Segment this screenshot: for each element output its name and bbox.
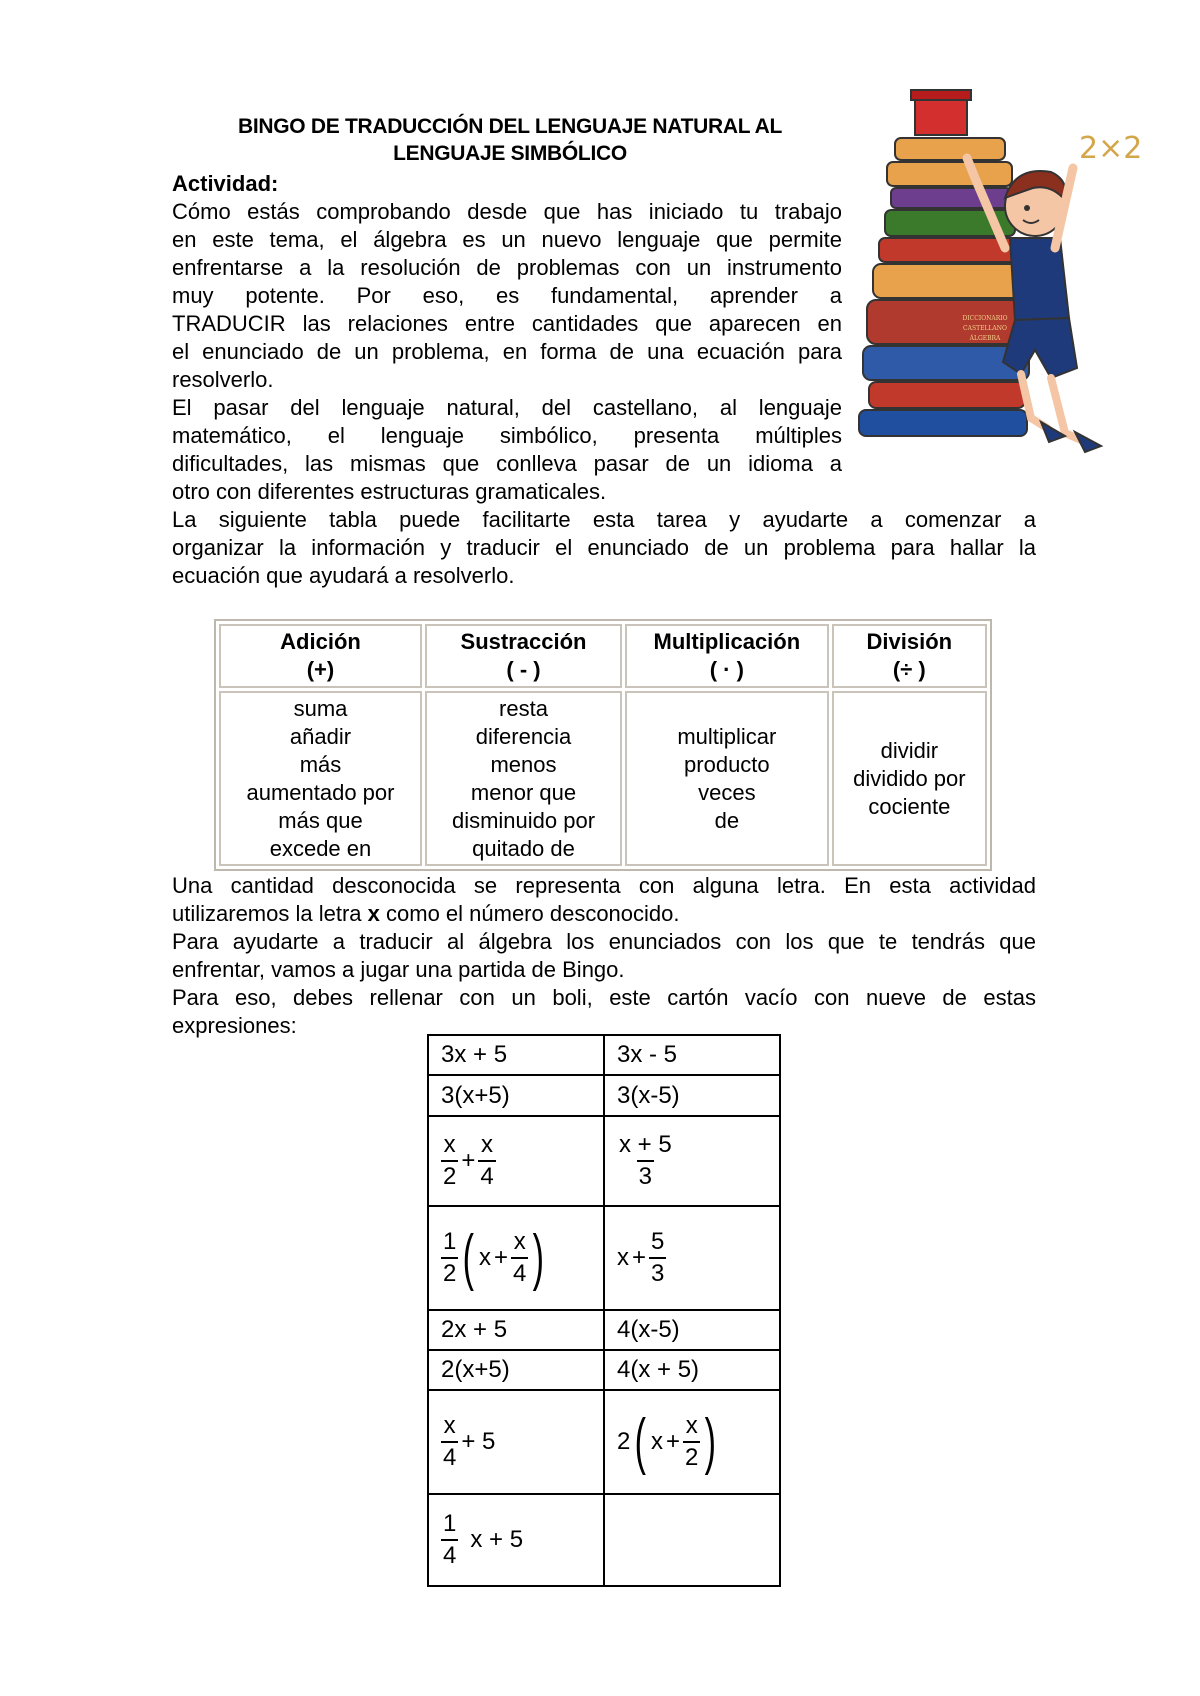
- book-spine-label: DICCIONARIO: [962, 315, 1008, 322]
- text-line: otro con diferentes estructuras gramaticales.: [172, 479, 607, 504]
- bingo-cell: 3x - 5: [604, 1035, 780, 1075]
- bingo-cell: 2x + 5: [428, 1310, 604, 1350]
- text-line: expresiones:: [172, 1013, 297, 1038]
- bingo-cell: 3(x-5): [604, 1075, 780, 1116]
- word: más que: [278, 807, 363, 833]
- text-line: Cómo estás comprobando desde que has iniciado tu trabajo: [172, 199, 842, 224]
- close-paren: ): [533, 1223, 545, 1292]
- bingo-cell: $\frac{1}{4}$ x + 5: [428, 1494, 604, 1586]
- text-line: ecuación que ayudará a resolverlo.: [172, 563, 515, 588]
- text-line: en este tema, el álgebra es un nuevo lenguaje que permite: [172, 227, 842, 252]
- illustration-caption: 2×2: [1079, 131, 1143, 166]
- word: disminuido por: [451, 807, 596, 833]
- header-label: Adición: [280, 629, 361, 654]
- bingo-cell: 2( x + $\frac{x}{2}$ ): [604, 1390, 780, 1494]
- fraction: $\frac{x}{2}$: [685, 1412, 699, 1471]
- header-symbol: (÷ ): [892, 657, 926, 682]
- paragraph-table-intro: [172, 506, 1036, 590]
- text-line: El pasar del lenguaje natural, del castellano, al lenguaje: [172, 395, 842, 420]
- word: más: [299, 751, 342, 777]
- bingo-cell: 4(x-5): [604, 1310, 780, 1350]
- header-division: [832, 624, 987, 688]
- word: multiplicar: [677, 723, 777, 749]
- books-boy-illustration: [855, 88, 1145, 458]
- operations-table: [214, 619, 992, 871]
- header-label: División: [866, 629, 953, 654]
- title-line-2: LENGUAJE SIMBÓLICO: [393, 142, 627, 165]
- text-line: La siguiente tabla puede facilitarte esta tarea y ayudarte a comenzar a: [172, 507, 1036, 532]
- text-line: enfrentar, vamos a jugar una partida de Bingo.: [172, 957, 625, 982]
- bingo-row: [428, 1390, 780, 1494]
- header-label: Sustracción: [460, 629, 587, 654]
- bingo-row: [428, 1116, 780, 1206]
- word: resta: [499, 695, 548, 721]
- bingo-cell: $\frac{x}{4}$ + 5: [428, 1390, 604, 1494]
- bingo-cell: 2(x+5): [428, 1350, 604, 1390]
- bingo-cell: x + $\frac{5}{3}$: [604, 1206, 780, 1310]
- header-symbol: ( · ): [709, 657, 744, 682]
- text-line: Una cantidad desconocida se representa con alguna letra. En esta actividad: [172, 873, 1036, 898]
- text-line: organizar la información y traducir el enunciado de un problema para hallar la: [172, 535, 1036, 560]
- word: menor que: [470, 779, 577, 805]
- paragraph-difficulty: [172, 394, 842, 506]
- fraction: $\frac{x}{4}$: [513, 1228, 527, 1287]
- text-line: Para ayudarte a traducir al álgebra los enunciados con los que te tendrás que: [172, 929, 1036, 954]
- bingo-cell: 3(x+5): [428, 1075, 604, 1116]
- paragraph-instructions: [172, 984, 1036, 1040]
- word: veces: [698, 779, 756, 805]
- header-sustraccion: [425, 624, 622, 688]
- text-line: Para eso, debes rellenar con un boli, este cartón vacío con nueve de estas: [172, 985, 1036, 1010]
- bingo-row: [428, 1075, 780, 1116]
- word: cociente: [868, 793, 951, 819]
- svg-text:CASTELLANO: CASTELLANO: [963, 325, 1007, 332]
- operations-header-row: [219, 624, 987, 688]
- open-paren: (: [463, 1223, 475, 1292]
- bingo-row: [428, 1494, 780, 1586]
- bingo-row: [428, 1206, 780, 1310]
- close-paren: ): [705, 1407, 717, 1476]
- bingo-cell: [604, 1116, 780, 1206]
- fraction: $\frac{x}{4}$: [480, 1131, 494, 1190]
- fraction: $\frac{x + 5}{3}$: [619, 1131, 672, 1190]
- text-line: matemático, el lenguaje simbólico, presenta múltiples: [172, 423, 842, 448]
- bingo-row: [428, 1035, 780, 1075]
- fraction: $\frac{x}{4}$: [443, 1412, 457, 1471]
- fraction: $\frac{5}{3}$: [651, 1228, 665, 1287]
- words-division: [832, 691, 987, 866]
- word: diferencia: [475, 723, 572, 749]
- word: menos: [490, 751, 557, 777]
- text-line: TRADUCIR las relaciones entre cantidades que aparecen en: [172, 311, 842, 336]
- word: aumentado por: [246, 779, 395, 805]
- operations-words-row: [219, 691, 987, 866]
- bingo-cell: $\frac{1}{2}$ ( x + $\frac{x}{4}$ ): [428, 1206, 604, 1310]
- bingo-card: [427, 1034, 781, 1587]
- bingo-cell: $\frac{x}{2}$ + $\frac{x}{4}$: [428, 1116, 604, 1206]
- text-line: enfrentarse a la resolución de problemas con un instrumento: [172, 255, 842, 280]
- header-label: Multiplicación: [653, 629, 801, 654]
- paragraph-bingo: [172, 928, 1036, 984]
- bingo-cell-empty: [604, 1494, 780, 1586]
- words-multiplicacion: [625, 691, 829, 866]
- text-line: dificultades, las mismas que conlleva pasar de un idioma a: [172, 451, 842, 476]
- bingo-cell: 4(x + 5): [604, 1350, 780, 1390]
- text-line: el enunciado de un problema, en forma de una ecuación para: [172, 339, 842, 364]
- words-sustraccion: [425, 691, 622, 866]
- header-symbol: ( - ): [506, 657, 541, 682]
- word: producto: [684, 751, 770, 777]
- word: de: [714, 807, 740, 833]
- document-title: [172, 113, 848, 167]
- bingo-row: [428, 1350, 780, 1390]
- variable-x: x: [367, 901, 380, 926]
- paragraph-unknown: [172, 872, 1036, 928]
- words-adicion: [219, 691, 422, 866]
- actividad-heading: Actividad:: [172, 171, 279, 196]
- word: dividido por: [853, 765, 966, 791]
- header-adicion: [219, 624, 422, 688]
- word: suma: [293, 695, 348, 721]
- fraction: $\frac{1}{2}$: [443, 1228, 457, 1287]
- word: dividir: [880, 737, 939, 763]
- bingo-row: [428, 1310, 780, 1350]
- text-line: resolverlo.: [172, 367, 274, 392]
- svg-text:ÁLGEBRA: ÁLGEBRA: [969, 335, 1001, 342]
- fraction: $\frac{1}{4}$: [443, 1510, 457, 1569]
- header-multiplicacion: [625, 624, 829, 688]
- open-paren: (: [635, 1407, 647, 1476]
- header-symbol: (+): [306, 657, 335, 682]
- word: añadir: [289, 723, 352, 749]
- bingo-cell: 3x + 5: [428, 1035, 604, 1075]
- fraction: $\frac{x}{2}$: [443, 1131, 457, 1190]
- word: quitado de: [472, 835, 575, 861]
- paragraph-intro: [172, 198, 842, 394]
- text-line: utilizaremos la letra x como el número desconocido.: [172, 901, 680, 926]
- word: excede en: [269, 835, 372, 861]
- text-line: muy potente. Por eso, es fundamental, aprender a: [172, 283, 842, 308]
- title-line-1: BINGO DE TRADUCCIÓN DEL LENGUAJE NATURAL AL: [237, 115, 782, 138]
